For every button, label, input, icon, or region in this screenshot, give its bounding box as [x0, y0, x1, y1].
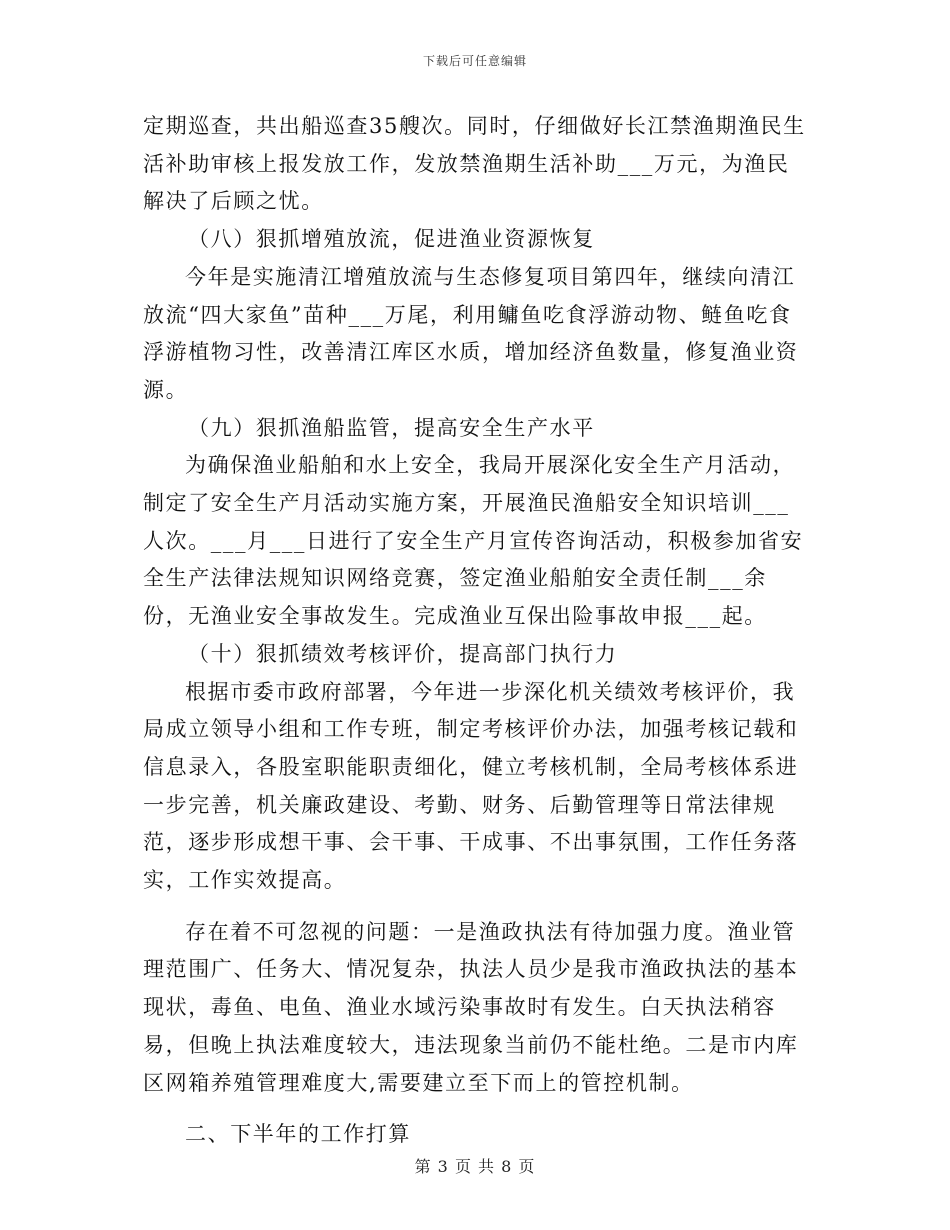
header-note: 下载后可任意编辑: [422, 54, 527, 68]
paragraph-problems: 存在着不可忽视的问题：一是渔政执法有待加强力度。渔业管理范围广、任务大、情况复杂，执法人员少是我市渔政执法的基本现状，毒鱼、电鱼、渔业水域污染事故时有发生。白天执法稍容易，但晚上执法难度较大，违法现象当前仍不能杜绝。二是市内库区网箱养殖管理难度大,需要建立至下而上的管控机制。: [143, 919, 799, 1095]
section-heading-plan: 二、下半年的工作打算: [185, 1122, 411, 1147]
paragraph-section-9: 为确保渔业船舶和水上安全，我局开展深化安全生产月活动，制定了安全生产月活动实施方案，开展渔民渔船安全知识培训___人次。___月___日进行了安全生产月宣传咨询活动，积极参加省安全生产法律法规知识网络竞赛，签定渔业船舶安全责任制___余份，无渔业安全事故发生。完成渔业互保出险事故申报___起。: [143, 453, 804, 629]
document-body: [143, 108, 807, 1154]
paragraph-continuation: 定期巡查，共出船巡查35艘次。同时，仔细做好长江禁渔期渔民生活补助审核上报发放工作，发放禁渔期生活补助___万元，为渔民解决了后顾之忧。: [143, 114, 806, 214]
paragraph-section-10: 根据市委市政府部署，今年进一步深化机关绩效考核评价，我局成立领导小组和工作专班，制定考核评价办法，加强考核记载和信息录入，各股室职能职责细化，健立考核机制，全局考核体系进一步完善，机关廉政建设、考勤、财务、后勤管理等日常法律规范，逐步形成想干事、会干事、干成事、不出事氛围，工作任务落实，工作实效提高。: [143, 679, 799, 893]
page-number: 第 3 页 共 8 页: [414, 1157, 536, 1176]
paragraph-section-8: 今年是实施清江增殖放流与生态修复项目第四年，继续向清江放流“四大家鱼”苗种___万尾，利用鳙鱼吃食浮游动物、鲢鱼吃食浮游植物习性，改善清江库区水质，增加经济鱼数量，修复渔业资源。: [143, 264, 799, 402]
section-heading-10: （十）狠抓绩效考核评价，提高部门执行力: [188, 641, 618, 666]
section-heading-8: （八）狠抓增殖放流，促进渔业资源恢复: [188, 227, 595, 252]
section-heading-9: （九）狠抓渔船监管，提高安全生产水平: [188, 415, 595, 440]
